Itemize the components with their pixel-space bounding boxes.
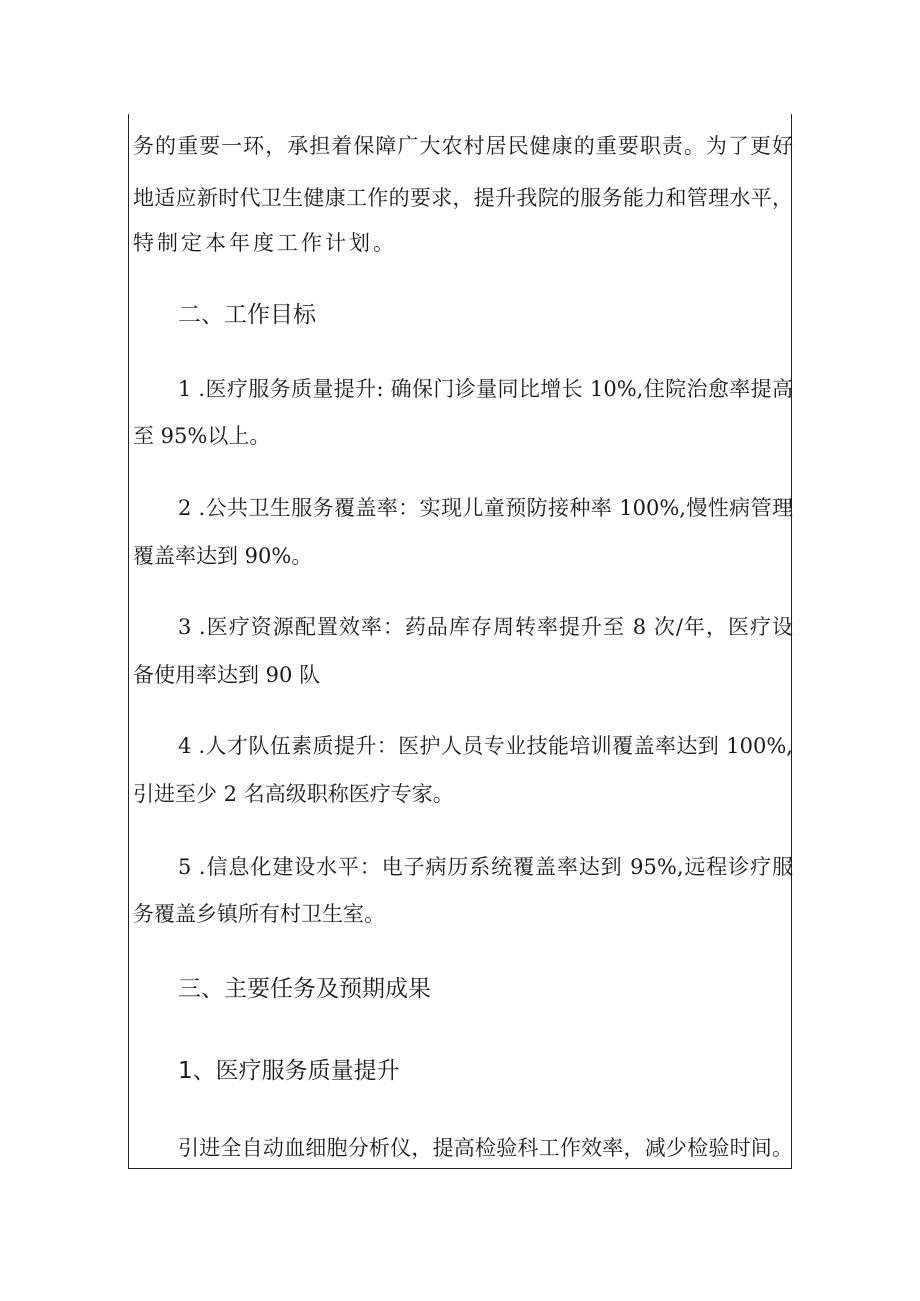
goal-5-line-2: 务覆盖乡镇所有村卫生室。	[133, 902, 385, 926]
goal-1-line-2: 至 95%以上。	[133, 424, 271, 448]
goal-3-line-2: 备使用率达到 90 队	[133, 663, 321, 687]
goal-3-line-1: 3 .医疗资源配置效率：药品库存周转率提升至 8 次/年，医疗设	[178, 615, 793, 639]
goal-4-line-2: 引进至少 2 名高级职称医疗专家。	[133, 782, 454, 806]
section-2-title: 二、工作目标	[178, 302, 316, 328]
goal-5-line-1: 5 .信息化建设水平：电子病历系统覆盖率达到 95%,远程诊疗服	[178, 855, 793, 879]
intro-line-3: 特制定本年度工作计划。	[133, 231, 397, 255]
intro-line-2: 地适应新时代卫生健康工作的要求，提升我院的服务能力和管理水平，	[133, 186, 793, 210]
section-3-title: 三、主要任务及预期成果	[178, 976, 431, 1002]
subsection-1-text: 引进全自动血细胞分析仪，提高检验科工作效率，减少检验时间。	[178, 1136, 793, 1160]
goal-1-line-1: 1 .医疗服务质量提升: 确保门诊量同比增长 10%,住院治愈率提高	[178, 377, 793, 401]
subsection-1-title: 1、医疗服务质量提升	[178, 1058, 400, 1084]
goal-2-line-1: 2 .公共卫生服务覆盖率：实现儿童预防接种率 100%,慢性病管理	[178, 496, 793, 520]
intro-line-1: 务的重要一环，承担着保障广大农村居民健康的重要职责。为了更好	[133, 134, 793, 158]
goal-2-line-2: 覆盖率达到 90%。	[133, 544, 313, 568]
goal-4-line-1: 4 .人才队伍素质提升：医护人员专业技能培训覆盖率达到 100%,	[178, 734, 793, 758]
